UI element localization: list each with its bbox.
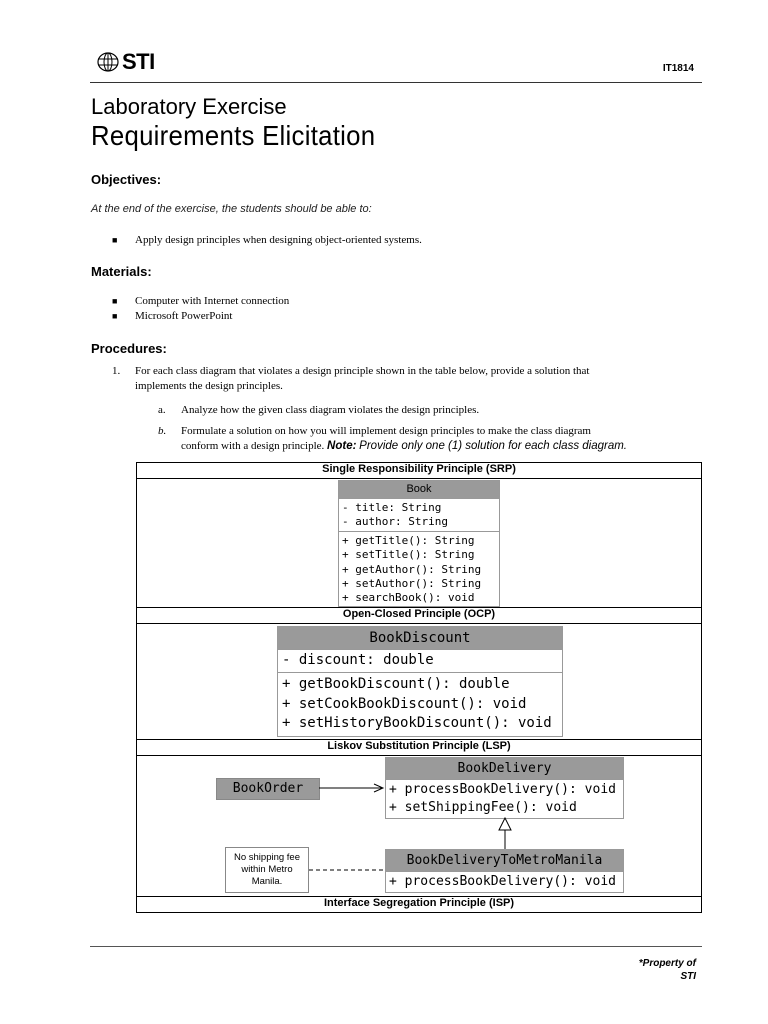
attribute: - title: String: [342, 501, 442, 514]
method: + getAuthor(): String: [342, 562, 482, 576]
method: + setAuthor(): String: [342, 576, 482, 590]
note-line: No shipping fee: [233, 852, 301, 863]
material-item: Computer with Internet connection: [135, 295, 290, 307]
logo-text: STI: [122, 49, 155, 74]
inheritance-triangle-icon: [499, 818, 511, 830]
substep-label: b.: [158, 425, 167, 437]
method: + setCookBookDiscount(): void: [282, 695, 527, 712]
substep-label: a.: [158, 404, 166, 416]
bullet-icon: ■: [112, 296, 118, 306]
bookdeliverytometromanila-class-name: BookDeliveryToMetroManila: [386, 850, 623, 872]
bookorder-class-name: BookOrder: [217, 779, 319, 799]
substep-a-text: Analyze how the given class diagram violates the design principles.: [181, 404, 480, 416]
method: + setTitle(): String: [342, 548, 475, 562]
lsp-header: Liskov Substitution Principle (LSP): [327, 740, 511, 752]
step1-text-line1: For each class diagram that violates a design principle shown in the table below, provide a solution that: [135, 365, 590, 377]
footer-owner: STI: [680, 971, 696, 982]
bookdiscount-class-name: BookDiscount: [278, 627, 562, 650]
book-class-name: Book: [339, 481, 499, 499]
isp-header: Interface Segregation Principle (ISP): [323, 897, 515, 909]
attribute: - discount: double: [282, 652, 434, 668]
step1-text-line2: implements the design principles.: [135, 380, 283, 392]
substep-b-text: conform with a design principle.: [181, 440, 325, 452]
srp-header: Single Responsibility Principle (SRP): [322, 463, 516, 475]
bullet-icon: ■: [112, 311, 118, 321]
footer-divider: [90, 946, 702, 947]
material-item: Microsoft PowerPoint: [135, 310, 233, 322]
page-subtitle: Laboratory Exercise: [91, 94, 287, 119]
attribute: - author: String: [342, 515, 448, 528]
note-line: Manila.: [251, 876, 283, 887]
method: + setHistoryBookDiscount(): void: [282, 715, 552, 731]
objectives-heading: Objectives:: [91, 172, 162, 187]
objectives-intro: At the end of the exercise, the students should be able to:: [91, 203, 372, 215]
page-title: Requirements Elicitation: [91, 120, 376, 151]
method: + getTitle(): String: [342, 534, 475, 547]
method: + setShippingFee(): void: [389, 800, 577, 815]
document-code: IT1814: [662, 63, 694, 74]
procedures-heading: Procedures:: [91, 341, 167, 356]
footer-property: *Property of: [638, 958, 696, 969]
method: + processBookDelivery(): void: [389, 874, 616, 889]
materials-heading: Materials:: [91, 264, 152, 279]
step-number: 1.: [112, 365, 121, 377]
bullet-icon: ■: [112, 235, 118, 245]
uml-note: [225, 847, 309, 893]
note-text: Provide only one (1) solution for each class diagram.: [359, 440, 628, 452]
note-line: within Metro: [241, 864, 293, 875]
bookdelivery-class-name: BookDelivery: [386, 758, 623, 780]
method: + getBookDiscount(): double: [282, 676, 510, 692]
note-label: Note:: [327, 440, 357, 452]
method: + processBookDelivery(): void: [389, 782, 616, 797]
method: + searchBook(): void: [342, 591, 475, 605]
ocp-header: Open-Closed Principle (OCP): [342, 608, 496, 620]
substep-b-text-line1: Formulate a solution on how you will implement design principles to make the class diagram: [181, 425, 591, 437]
objective-item: Apply design principles when designing object-oriented systems.: [135, 234, 422, 246]
